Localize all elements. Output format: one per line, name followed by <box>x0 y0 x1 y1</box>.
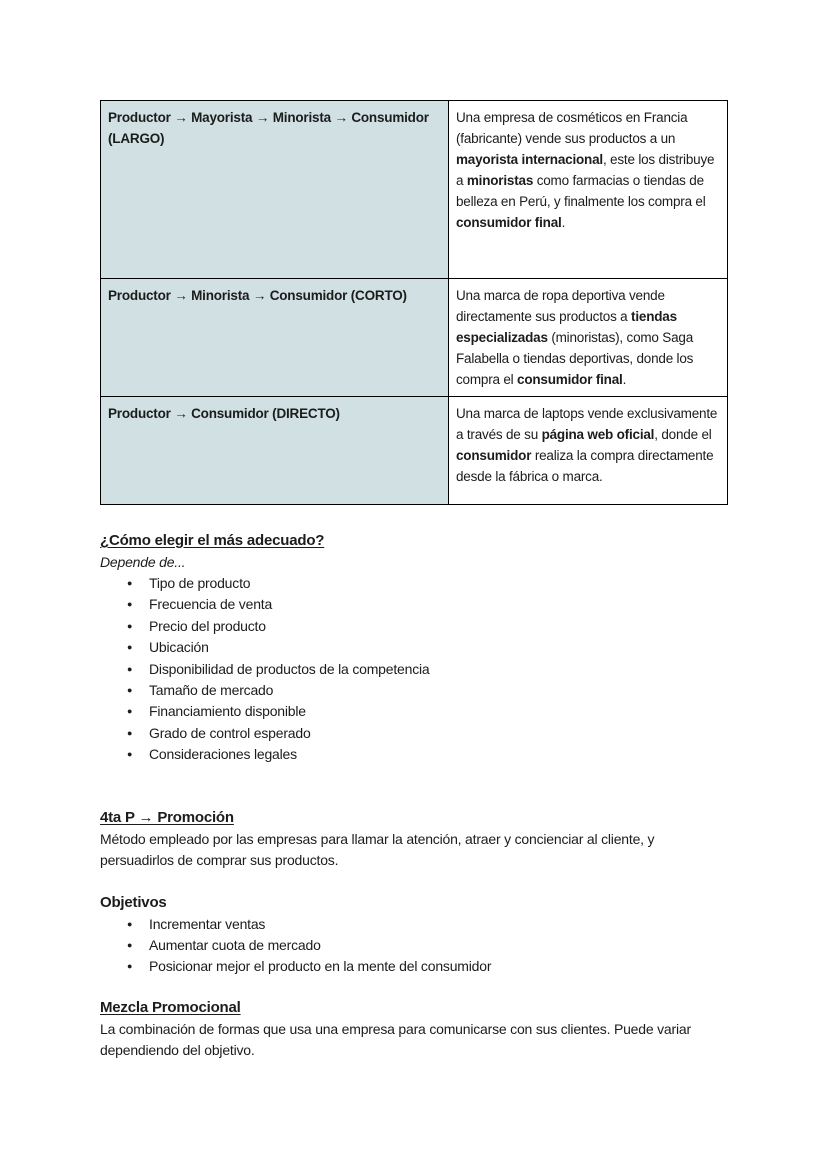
list-item: ● Posicionar mejor el producto en la mente del consumidor <box>149 956 727 977</box>
list-item: ● Financiamiento disponible <box>149 701 727 722</box>
section-title-promotional-mix: Mezcla Promocional <box>100 998 241 1016</box>
plain-text: Una marca de laptops vende exclusivamente a través de su <box>456 406 718 442</box>
list-item: ● Consideraciones legales <box>149 744 727 765</box>
list-item: ● Grado de control esperado <box>149 723 727 744</box>
list-item: ● Aumentar cuota de mercado <box>149 935 727 956</box>
bold-text: minoristas <box>466 173 534 188</box>
plain-text: , donde el <box>654 427 712 442</box>
example-cell-corto <box>449 279 728 397</box>
list-item: ● Tamaño de mercado <box>149 680 727 701</box>
plain-text: . <box>622 372 627 387</box>
bold-text: página web oficial <box>541 427 655 442</box>
choose-criteria-list <box>100 573 727 766</box>
plain-text: realiza la compra directamente desde la fábrica o marca. <box>456 448 714 484</box>
section-how-to-choose <box>100 530 727 766</box>
section-title-how-to-choose: ¿Cómo elegir el más adecuado? <box>100 532 325 549</box>
distribution-channels-table <box>100 100 728 505</box>
example-cell-directo <box>449 397 728 505</box>
section-promotional-mix <box>100 997 727 1061</box>
list-item: ● Disponibilidad de productos de la competencia <box>149 659 727 680</box>
plain-text: Una marca de ropa deportiva vende directamente sus productos a <box>456 288 665 324</box>
section-title-promotion: 4ta P → Promoción <box>100 808 234 826</box>
bold-text: tiendas especializadas <box>456 309 677 345</box>
plain-text: (minoristas), como Saga Falabella o tiendas deportivas, donde los compra el <box>456 330 694 387</box>
bold-text: mayorista internacional <box>456 152 603 167</box>
channel-cell-directo: Productor → Consumidor (DIRECTO) <box>101 397 449 505</box>
plain-text: Una empresa de cosméticos en Francia (fabricante) vende sus productos a un <box>456 110 688 146</box>
table-row <box>101 279 728 397</box>
plain-text: como farmacias o tiendas de belleza en Perú, y finalmente los compra el <box>456 173 706 209</box>
list-item: ● Frecuencia de venta <box>149 594 727 615</box>
section-promotion <box>100 807 727 871</box>
bold-text: consumidor <box>456 448 532 463</box>
table-row <box>101 101 728 279</box>
choose-intro-text: Depende de... <box>100 554 186 570</box>
table-row <box>101 397 728 505</box>
bold-text: consumidor final <box>517 372 623 387</box>
example-cell-largo <box>449 101 728 279</box>
section-objectives <box>100 892 727 978</box>
section-title-objectives: Objetivos <box>100 893 167 911</box>
list-item: ● Ubicación <box>149 637 727 658</box>
list-item: ● Precio del producto <box>149 616 727 637</box>
plain-text: , este los distribuye a <box>456 152 715 188</box>
list-item: ● Incrementar ventas <box>149 914 727 935</box>
promotional-mix-description: La combinación de formas que usa una empresa para comunicarse con sus clientes. Puede variar dependiendo del objetivo. <box>100 1020 691 1058</box>
channel-cell-corto: Productor → Minorista → Consumidor (CORTO) <box>101 279 449 397</box>
plain-text: . <box>561 215 566 230</box>
bold-text: consumidor final <box>456 215 562 230</box>
channel-cell-largo: Productor → Mayorista → Minorista → Consumidor (LARGO) <box>101 101 449 279</box>
promotion-description: Método empleado por las empresas para llamar la atención, atraer y concienciar al cliente, y persuadirlos de comprar sus productos. <box>100 830 655 868</box>
objectives-list <box>100 914 727 978</box>
document-content <box>100 100 727 1061</box>
list-item: ● Tipo de producto <box>149 573 727 594</box>
